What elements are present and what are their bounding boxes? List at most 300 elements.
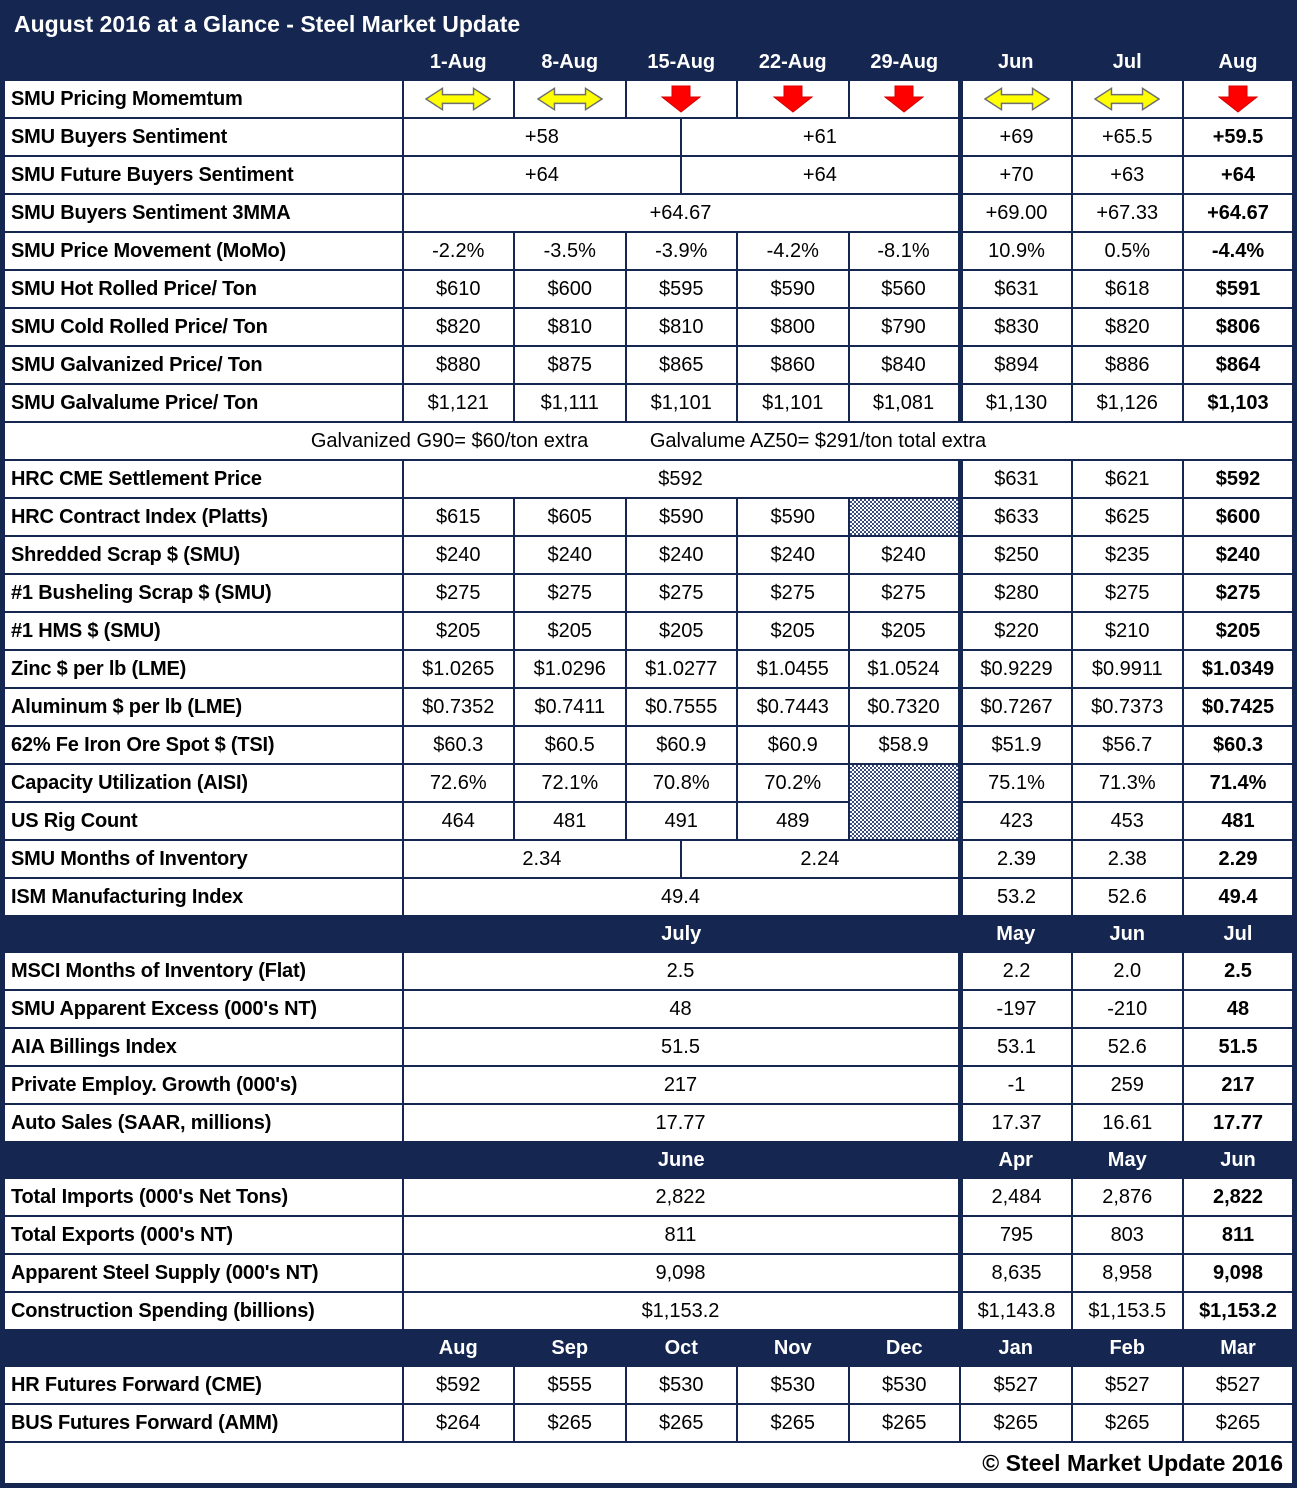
cell: 2,822 [403, 1178, 961, 1216]
cell: 8,635 [960, 1254, 1072, 1292]
column-header-row [3, 44, 1295, 80]
cell: +64.67 [403, 194, 961, 232]
cell: $60.3 [403, 726, 515, 764]
cell: 811 [403, 1216, 961, 1254]
cell: $790 [849, 308, 961, 346]
cell: $591 [1183, 270, 1295, 308]
cell: 17.37 [960, 1104, 1072, 1142]
cell: 464 [403, 802, 515, 840]
cell: -3.9% [626, 232, 738, 270]
cell: $0.7320 [849, 688, 961, 726]
row-aluminum-lme [3, 688, 1295, 726]
momentum-cell [737, 80, 849, 118]
row-label: MSCI Months of Inventory (Flat) [3, 952, 403, 990]
cell: 72.1% [514, 764, 626, 802]
cell: $530 [626, 1366, 738, 1404]
cell: 795 [960, 1216, 1072, 1254]
row-construction-spending [3, 1292, 1295, 1330]
column-header: Apr [960, 1142, 1072, 1178]
cell: $631 [960, 270, 1072, 308]
cell: 2.5 [403, 952, 961, 990]
momentum-cell [403, 80, 515, 118]
cell: $560 [849, 270, 961, 308]
cell: $235 [1072, 536, 1184, 574]
cell: -1 [960, 1066, 1072, 1104]
cell: 71.4% [1183, 764, 1295, 802]
cell: -4.2% [737, 232, 849, 270]
section-header-futures [3, 1330, 1295, 1366]
row-ism-index [3, 878, 1295, 916]
row-label: BUS Futures Forward (AMM) [3, 1404, 403, 1442]
cell: $592 [403, 460, 961, 498]
row-label: 62% Fe Iron Ore Spot $ (TSI) [3, 726, 403, 764]
cell: +64 [1183, 156, 1295, 194]
cell: 48 [403, 990, 961, 1028]
cell: $590 [737, 498, 849, 536]
cell: 259 [1072, 1066, 1184, 1104]
cell: $1.0277 [626, 650, 738, 688]
cell: $1,153.2 [403, 1292, 961, 1330]
cell: 2,484 [960, 1178, 1072, 1216]
cell: $1,130 [960, 384, 1072, 422]
row-label: Construction Spending (billions) [3, 1292, 403, 1330]
row-label: SMU Galvalume Price/ Ton [3, 384, 403, 422]
cell: +69.00 [960, 194, 1072, 232]
cell: $527 [1183, 1366, 1295, 1404]
row-label: HRC CME Settlement Price [3, 460, 403, 498]
row-label: SMU Price Movement (MoMo) [3, 232, 403, 270]
cell: +61 [681, 118, 960, 156]
cell: +63 [1072, 156, 1184, 194]
cell: $265 [737, 1404, 849, 1442]
cell: $631 [960, 460, 1072, 498]
row-label: US Rig Count [3, 802, 403, 840]
row-label: SMU Galvanized Price/ Ton [3, 346, 403, 384]
cell: 52.6 [1072, 1028, 1184, 1066]
cell: $0.7352 [403, 688, 515, 726]
cell: $840 [849, 346, 961, 384]
row-shredded-scrap [3, 536, 1295, 574]
cell: $886 [1072, 346, 1184, 384]
row-label: Shredded Scrap $ (SMU) [3, 536, 403, 574]
column-header: Dec [849, 1330, 961, 1366]
cell: $264 [403, 1404, 515, 1442]
cell: $265 [626, 1404, 738, 1442]
momentum-cell [1072, 80, 1184, 118]
cell: 9,098 [403, 1254, 961, 1292]
row-coating-extras-note [3, 422, 1295, 460]
row-label: #1 HMS $ (SMU) [3, 612, 403, 650]
cell: 2.5 [1183, 952, 1295, 990]
cell: 803 [1072, 1216, 1184, 1254]
row-bus-futures-forward [3, 1404, 1295, 1442]
column-header: May [1072, 1142, 1184, 1178]
cell: $618 [1072, 270, 1184, 308]
row-label: #1 Busheling Scrap $ (SMU) [3, 574, 403, 612]
cell: $205 [1183, 612, 1295, 650]
cell: $810 [514, 308, 626, 346]
cell: $250 [960, 536, 1072, 574]
row-label: Capacity Utilization (AISI) [3, 764, 403, 802]
galvanized-extra-note: Galvanized G90= $60/ton extra [310, 429, 589, 452]
row-pricing-momentum [3, 80, 1295, 118]
row-label: ISM Manufacturing Index [3, 878, 403, 916]
cell: $205 [737, 612, 849, 650]
row-label: HR Futures Forward (CME) [3, 1366, 403, 1404]
cell: 49.4 [1183, 878, 1295, 916]
row-label: Total Exports (000's NT) [3, 1216, 403, 1254]
cell: -3.5% [514, 232, 626, 270]
cell: +67.33 [1072, 194, 1184, 232]
momentum-cell [626, 80, 738, 118]
cell: $275 [514, 574, 626, 612]
column-header: 8-Aug [514, 44, 626, 80]
cell: 491 [626, 802, 738, 840]
cell: $265 [1183, 1404, 1295, 1442]
cell: $0.7555 [626, 688, 738, 726]
row-label: SMU Apparent Excess (000's NT) [3, 990, 403, 1028]
cell: 49.4 [403, 878, 961, 916]
corner-cell [3, 44, 403, 80]
cell: $875 [514, 346, 626, 384]
cell: $810 [626, 308, 738, 346]
footer-row [3, 1442, 1295, 1486]
galvalume-extra-note: Galvalume AZ50= $291/ton total extra [649, 429, 987, 452]
cell: $1,081 [849, 384, 961, 422]
row-private-employment-growth [3, 1066, 1295, 1104]
momentum-cell [514, 80, 626, 118]
cell: $894 [960, 346, 1072, 384]
cell: +64 [681, 156, 960, 194]
cell: +59.5 [1183, 118, 1295, 156]
cell: 70.8% [626, 764, 738, 802]
cell: $280 [960, 574, 1072, 612]
column-header: Jun [1183, 1142, 1295, 1178]
cell: +65.5 [1072, 118, 1184, 156]
cell: $1,121 [403, 384, 515, 422]
horizontal-arrow-icon [537, 86, 603, 112]
cell: 17.77 [1183, 1104, 1295, 1142]
cell: $806 [1183, 308, 1295, 346]
cell: +69 [960, 118, 1072, 156]
cell: $265 [514, 1404, 626, 1442]
cell: $240 [1183, 536, 1295, 574]
coating-extras-note [3, 422, 1295, 460]
cell: $275 [737, 574, 849, 612]
cell: $615 [403, 498, 515, 536]
row-hrc-contract-index [3, 498, 1295, 536]
column-header: Oct [626, 1330, 738, 1366]
cell: 2,822 [1183, 1178, 1295, 1216]
column-header: Jun [960, 44, 1072, 80]
horizontal-arrow-icon [1094, 86, 1160, 112]
cell: 51.5 [403, 1028, 961, 1066]
down-arrow-icon [661, 85, 701, 113]
cell: $800 [737, 308, 849, 346]
column-header: May [960, 916, 1072, 952]
cell: $633 [960, 498, 1072, 536]
down-arrow-icon [773, 85, 813, 113]
cell: $590 [626, 498, 738, 536]
cell: $265 [1072, 1404, 1184, 1442]
cell: $240 [626, 536, 738, 574]
cell: $1,143.8 [960, 1292, 1072, 1330]
row-galvalume-price [3, 384, 1295, 422]
cell: $1.0455 [737, 650, 849, 688]
cell: -8.1% [849, 232, 961, 270]
cell: 52.6 [1072, 878, 1184, 916]
cell: $60.5 [514, 726, 626, 764]
horizontal-arrow-icon [425, 86, 491, 112]
cell: $58.9 [849, 726, 961, 764]
cell: $595 [626, 270, 738, 308]
row-buyers-sentiment-3mma [3, 194, 1295, 232]
cell: $1.0265 [403, 650, 515, 688]
row-total-exports [3, 1216, 1295, 1254]
cell: $1,101 [626, 384, 738, 422]
cell: $820 [403, 308, 515, 346]
cell: $240 [514, 536, 626, 574]
row-label: SMU Months of Inventory [3, 840, 403, 878]
section-header-july [3, 916, 1295, 952]
row-label: SMU Hot Rolled Price/ Ton [3, 270, 403, 308]
row-auto-sales [3, 1104, 1295, 1142]
row-label: Auto Sales (SAAR, millions) [3, 1104, 403, 1142]
page-title: August 2016 at a Glance - Steel Market Update [3, 3, 1295, 45]
row-galvanized-price [3, 346, 1295, 384]
row-zinc-lme [3, 650, 1295, 688]
cell: 217 [1183, 1066, 1295, 1104]
row-future-buyers-sentiment [3, 156, 1295, 194]
cell: $0.9911 [1072, 650, 1184, 688]
column-header: Aug [403, 1330, 515, 1366]
row-label: AIA Billings Index [3, 1028, 403, 1066]
cell: $1,111 [514, 384, 626, 422]
cell: 217 [403, 1066, 961, 1104]
cell: 10.9% [960, 232, 1072, 270]
cell: $0.9229 [960, 650, 1072, 688]
column-header: Jul [1072, 44, 1184, 80]
cell: +64.67 [1183, 194, 1295, 232]
row-hot-rolled-price [3, 270, 1295, 308]
column-header: 22-Aug [737, 44, 849, 80]
cell: $592 [1183, 460, 1295, 498]
cell: $1.0524 [849, 650, 961, 688]
cell: 2,876 [1072, 1178, 1184, 1216]
row-label: SMU Pricing Momemtum [3, 80, 403, 118]
momentum-cell [849, 80, 961, 118]
row-hrc-cme-settlement [3, 460, 1295, 498]
cell: 481 [514, 802, 626, 840]
cell: $880 [403, 346, 515, 384]
row-label: Aluminum $ per lb (LME) [3, 688, 403, 726]
row-label: Apparent Steel Supply (000's NT) [3, 1254, 403, 1292]
cell: $610 [403, 270, 515, 308]
cell: 811 [1183, 1216, 1295, 1254]
cell: 2.34 [403, 840, 682, 878]
cell: $0.7373 [1072, 688, 1184, 726]
cell: 48 [1183, 990, 1295, 1028]
down-arrow-icon [1218, 85, 1258, 113]
cell: 2.39 [960, 840, 1072, 878]
cell: 9,098 [1183, 1254, 1295, 1292]
column-header: Mar [1183, 1330, 1295, 1366]
cell: $210 [1072, 612, 1184, 650]
cell: 53.1 [960, 1028, 1072, 1066]
cell: $0.7411 [514, 688, 626, 726]
cell: $865 [626, 346, 738, 384]
row-label: SMU Future Buyers Sentiment [3, 156, 403, 194]
cell: 8,958 [1072, 1254, 1184, 1292]
cell: $0.7425 [1183, 688, 1295, 726]
title-row [3, 3, 1295, 45]
no-data-hatch-cell [849, 764, 961, 840]
cell: 72.6% [403, 764, 515, 802]
cell: 0.5% [1072, 232, 1184, 270]
section-header-june [3, 1142, 1295, 1178]
corner-cell [3, 1330, 403, 1366]
column-header: Jan [960, 1330, 1072, 1366]
cell: $240 [849, 536, 961, 574]
cell: $60.3 [1183, 726, 1295, 764]
cell: $555 [514, 1366, 626, 1404]
cell: $275 [403, 574, 515, 612]
cell: 75.1% [960, 764, 1072, 802]
cell: $600 [514, 270, 626, 308]
cell: $530 [849, 1366, 961, 1404]
cell: $275 [849, 574, 961, 612]
cell: 70.2% [737, 764, 849, 802]
section-month-span: July [403, 916, 961, 952]
cell: +64 [403, 156, 682, 194]
down-arrow-icon [884, 85, 924, 113]
cell: 2.38 [1072, 840, 1184, 878]
cell: $830 [960, 308, 1072, 346]
cell: -197 [960, 990, 1072, 1028]
cell: $275 [1183, 574, 1295, 612]
row-hr-futures-forward [3, 1366, 1295, 1404]
cell: $56.7 [1072, 726, 1184, 764]
cell: $621 [1072, 460, 1184, 498]
cell: $60.9 [626, 726, 738, 764]
column-header: 1-Aug [403, 44, 515, 80]
cell: $275 [626, 574, 738, 612]
row-label: SMU Buyers Sentiment 3MMA [3, 194, 403, 232]
cell: 489 [737, 802, 849, 840]
cell: $0.7267 [960, 688, 1072, 726]
cell: $265 [960, 1404, 1072, 1442]
row-label: Zinc $ per lb (LME) [3, 650, 403, 688]
row-label: SMU Cold Rolled Price/ Ton [3, 308, 403, 346]
row-smu-apparent-excess [3, 990, 1295, 1028]
cell: $600 [1183, 498, 1295, 536]
cell: 2.2 [960, 952, 1072, 990]
cell: $1.0296 [514, 650, 626, 688]
cell: -4.4% [1183, 232, 1295, 270]
cell: $860 [737, 346, 849, 384]
row-total-imports [3, 1178, 1295, 1216]
cell: $240 [403, 536, 515, 574]
cell: $60.9 [737, 726, 849, 764]
momentum-cell [1183, 80, 1295, 118]
row-label: SMU Buyers Sentiment [3, 118, 403, 156]
cell: 71.3% [1072, 764, 1184, 802]
cell: $205 [626, 612, 738, 650]
column-header: 29-Aug [849, 44, 961, 80]
horizontal-arrow-icon [984, 86, 1050, 112]
cell: $1,101 [737, 384, 849, 422]
cell: 423 [960, 802, 1072, 840]
cell: 2.24 [681, 840, 960, 878]
cell: 17.77 [403, 1104, 961, 1142]
row-msci-months-inventory [3, 952, 1295, 990]
cell: $275 [1072, 574, 1184, 612]
row-iron-ore-spot [3, 726, 1295, 764]
row-cold-rolled-price [3, 308, 1295, 346]
cell: 481 [1183, 802, 1295, 840]
cell: $1,103 [1183, 384, 1295, 422]
column-header: 15-Aug [626, 44, 738, 80]
column-header: Jun [1072, 916, 1184, 952]
cell: $220 [960, 612, 1072, 650]
corner-cell [3, 1142, 403, 1178]
cell: $205 [849, 612, 961, 650]
corner-cell [3, 916, 403, 952]
cell: $1,126 [1072, 384, 1184, 422]
cell: $820 [1072, 308, 1184, 346]
cell: $625 [1072, 498, 1184, 536]
cell: 53.2 [960, 878, 1072, 916]
cell: 2.0 [1072, 952, 1184, 990]
column-header: Jul [1183, 916, 1295, 952]
row-smu-months-inventory [3, 840, 1295, 878]
cell: $205 [514, 612, 626, 650]
cell: $592 [403, 1366, 515, 1404]
cell: $265 [849, 1404, 961, 1442]
row-buyers-sentiment [3, 118, 1295, 156]
row-price-movement [3, 232, 1295, 270]
row-hms-scrap [3, 612, 1295, 650]
column-header: Sep [514, 1330, 626, 1366]
column-header: Aug [1183, 44, 1295, 80]
row-label: Total Imports (000's Net Tons) [3, 1178, 403, 1216]
cell: $527 [960, 1366, 1072, 1404]
copyright-text: © Steel Market Update 2016 [3, 1442, 1295, 1486]
cell: 453 [1072, 802, 1184, 840]
section-month-span: June [403, 1142, 961, 1178]
no-data-hatch-cell [849, 498, 961, 536]
row-label: HRC Contract Index (Platts) [3, 498, 403, 536]
cell: $527 [1072, 1366, 1184, 1404]
momentum-cell [960, 80, 1072, 118]
column-header: Feb [1072, 1330, 1184, 1366]
cell: $1,153.5 [1072, 1292, 1184, 1330]
row-aia-billings [3, 1028, 1295, 1066]
cell: $605 [514, 498, 626, 536]
row-busheling-scrap [3, 574, 1295, 612]
cell: -2.2% [403, 232, 515, 270]
cell: $864 [1183, 346, 1295, 384]
cell: $0.7443 [737, 688, 849, 726]
cell: $590 [737, 270, 849, 308]
cell: $530 [737, 1366, 849, 1404]
cell: 16.61 [1072, 1104, 1184, 1142]
cell: 2.29 [1183, 840, 1295, 878]
cell: -210 [1072, 990, 1184, 1028]
cell: $51.9 [960, 726, 1072, 764]
cell: $1.0349 [1183, 650, 1295, 688]
cell: 51.5 [1183, 1028, 1295, 1066]
